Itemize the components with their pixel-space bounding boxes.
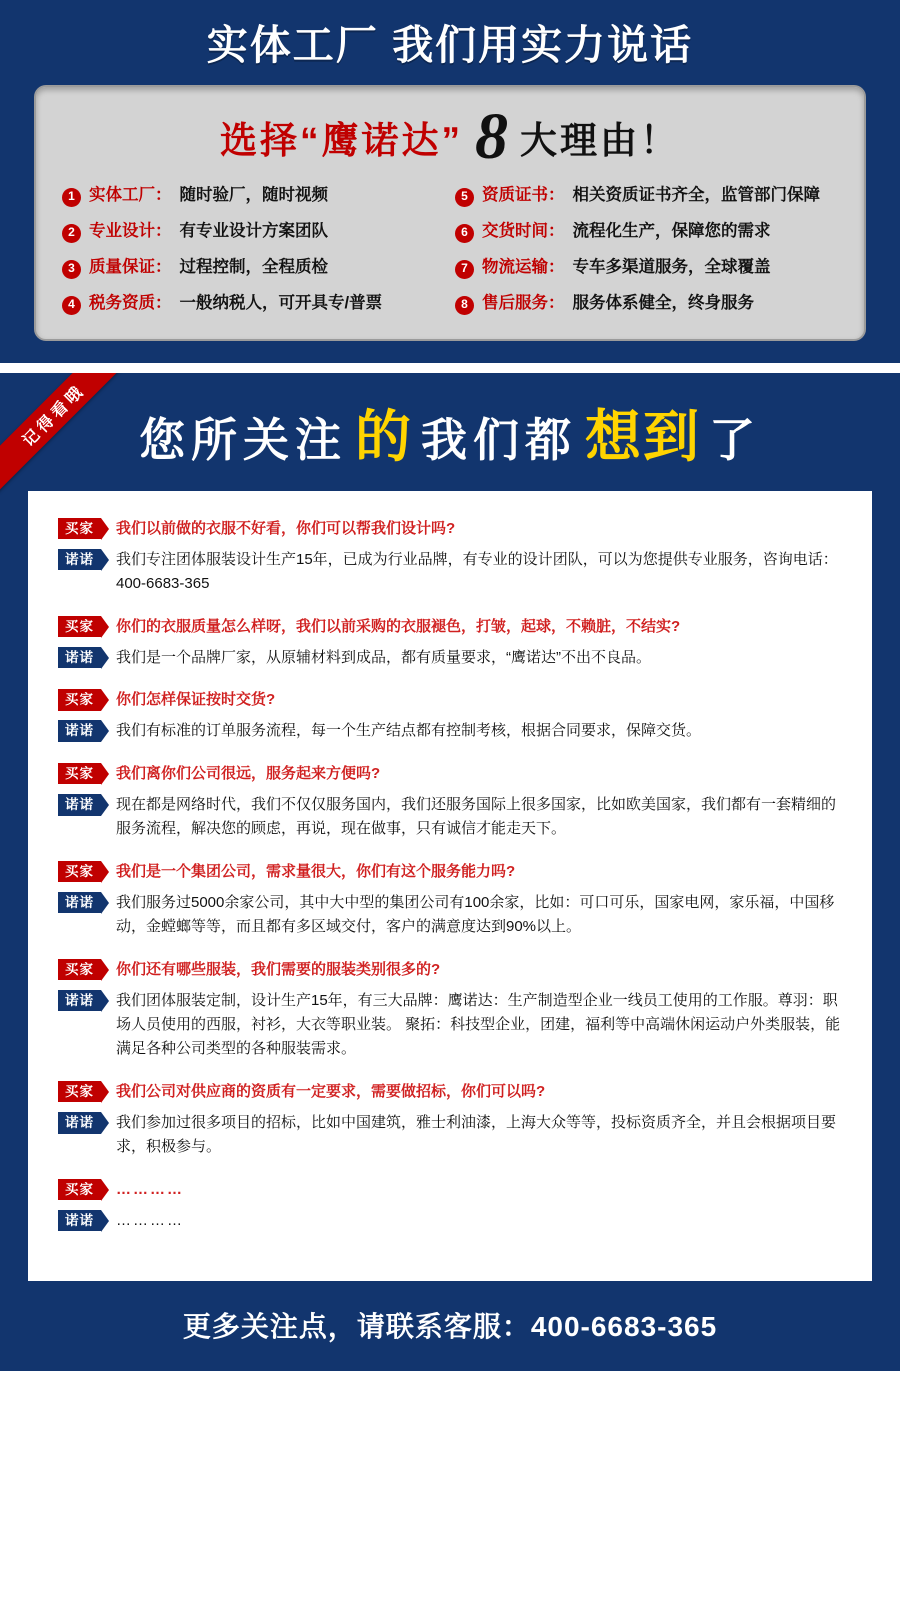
reason-number-badge: 2 bbox=[62, 224, 81, 243]
question-text: 我们公司对供应商的资质有一定要求，需要做招标，你们可以吗? bbox=[116, 1082, 546, 1100]
question-text: 你们的衣服质量怎么样呀，我们以前采购的衣服褪色，打皱，起球，不赖脏，不结实? bbox=[116, 617, 681, 635]
qa-block bbox=[58, 958, 842, 1062]
answer-text: 我们是一个品牌厂家，从原辅材料到成品，都有质量要求，“鹰诺达”不出不良品。 bbox=[116, 648, 651, 666]
qa-block bbox=[58, 615, 842, 671]
seller-tag: 诺诺 bbox=[58, 794, 101, 816]
page-title: 实体工厂 我们用实力说话 bbox=[206, 22, 694, 68]
reasons-heading-black: 大理由！ bbox=[520, 119, 680, 161]
buyer-tag: 买家 bbox=[58, 616, 101, 638]
faq-heading-part-3: 我们都 bbox=[421, 413, 577, 466]
answer-text: 我们专注团体服装设计生产15年，已成为行业品牌，有专业的设计团队，可以为您提供专业服务，咨询电话：400-6683-365 bbox=[116, 550, 838, 593]
answer-text: 现在都是网络时代，我们不仅仅服务国内，我们还服务国际上很多国家，比如欧美国家，我们都有一套精细的服务流程，解决您的顾虑，再说，现在做事，只有诚信才能走天下。 bbox=[116, 796, 837, 838]
answer-text: 我们团体服装定制，设计生产15年，有三大品牌：鹰诺达：生产制造型企业一线员工使用的工作服。尊羽：职场人员使用的西服，衬衫，大衣等职业装。 聚拓：科技型企业，团建，福利等中高端休闲运动户外类服装，能满足各种公司类型的各种服装需求。 bbox=[116, 991, 841, 1058]
buyer-tag: 买家 bbox=[58, 861, 101, 883]
faq-card bbox=[28, 491, 872, 1282]
reason-text: 随时验厂，随时视频 bbox=[179, 185, 328, 204]
answer-row bbox=[58, 891, 842, 940]
seller-tag: 诺诺 bbox=[58, 720, 101, 742]
question-text: 我们以前做的衣服不好看，你们可以帮我们设计吗? bbox=[116, 519, 456, 537]
faq-heading-part-2: 的 bbox=[355, 404, 413, 468]
seller-tag: 诺诺 bbox=[58, 647, 101, 669]
answer-row bbox=[58, 719, 842, 743]
ribbon-label: 记得看哦 bbox=[0, 373, 130, 493]
answer-text: 我们服务过5000余家公司，其中大中型的集团公司有100余家，比如：可口可乐，国家电网，家乐福，中国移动，金螳螂等等，而且都有多区域交付，客户的满意度达到90%以上。 bbox=[116, 893, 835, 936]
question-row bbox=[58, 1080, 842, 1104]
reason-title: 交货时间： bbox=[482, 221, 565, 240]
buyer-tag: 买家 bbox=[58, 1179, 101, 1201]
buyer-tag: 买家 bbox=[58, 959, 101, 981]
reason-item bbox=[62, 221, 445, 243]
answer-text: ………… bbox=[116, 1211, 184, 1229]
factory-strength-section bbox=[0, 0, 900, 363]
reason-item bbox=[455, 293, 838, 315]
reason-number-badge: 3 bbox=[62, 260, 81, 279]
reason-number-badge: 7 bbox=[455, 260, 474, 279]
reason-number-badge: 4 bbox=[62, 296, 81, 315]
question-text: 你们怎样保证按时交货? bbox=[116, 691, 276, 709]
reason-text: 流程化生产，保障您的需求 bbox=[572, 221, 771, 240]
reason-text: 服务体系健全，终身服务 bbox=[572, 293, 754, 312]
eight-reasons-heading bbox=[62, 100, 838, 174]
reason-item bbox=[455, 221, 838, 243]
question-row bbox=[58, 517, 842, 541]
reasons-heading-red: 选择“鹰诺达” bbox=[220, 119, 463, 161]
reason-number-badge: 6 bbox=[455, 224, 474, 243]
reason-text: 相关资质证书齐全，监管部门保障 bbox=[572, 185, 820, 204]
seller-tag: 诺诺 bbox=[58, 1112, 101, 1134]
qa-block bbox=[58, 517, 842, 597]
answer-row bbox=[58, 1111, 842, 1160]
contact-footer: 更多关注点，请联系客服：400-6683-365 bbox=[182, 1311, 718, 1343]
answer-text: 我们有标准的订单服务流程，每一个生产结点都有控制考核，根据合同要求，保障交货。 bbox=[116, 722, 702, 740]
answer-row bbox=[58, 646, 842, 670]
faq-heading-part-5: 了 bbox=[709, 413, 761, 466]
faq-heading bbox=[0, 373, 900, 491]
seller-tag: 诺诺 bbox=[58, 549, 101, 571]
question-row bbox=[58, 615, 842, 639]
reason-text: 专车多渠道服务，全球覆盖 bbox=[572, 257, 771, 276]
question-text: ………… bbox=[116, 1180, 184, 1198]
buyer-tag: 买家 bbox=[58, 763, 101, 785]
answer-text: 我们参加过很多项目的招标，比如中国建筑，雅士利油漆，上海大众等等，投标资质齐全，并且会根据项目要求，积极参与。 bbox=[116, 1113, 837, 1156]
reason-item bbox=[455, 257, 838, 279]
answer-row bbox=[58, 1209, 842, 1233]
question-row bbox=[58, 860, 842, 884]
reason-number-badge: 5 bbox=[455, 188, 474, 207]
reasons-heading-number: 8 bbox=[475, 100, 508, 174]
reasons-grid bbox=[62, 185, 838, 315]
question-text: 我们离你们公司很远，服务起来方便吗? bbox=[116, 764, 381, 782]
question-text: 你们还有哪些服装，我们需要的服装类别很多的? bbox=[116, 960, 441, 978]
buyer-tag: 买家 bbox=[58, 1081, 101, 1103]
qa-block bbox=[58, 1080, 842, 1160]
answer-row bbox=[58, 793, 842, 842]
reason-title: 物流运输： bbox=[482, 257, 565, 276]
reason-title: 实体工厂： bbox=[89, 185, 172, 204]
reason-title: 专业设计： bbox=[89, 221, 172, 240]
buyer-tag: 买家 bbox=[58, 518, 101, 540]
qa-block bbox=[58, 762, 842, 842]
reason-title: 质量保证： bbox=[89, 257, 172, 276]
reason-number-badge: 1 bbox=[62, 188, 81, 207]
answer-row bbox=[58, 989, 842, 1062]
section-divider bbox=[0, 363, 900, 373]
reason-text: 有专业设计方案团队 bbox=[179, 221, 328, 240]
question-row bbox=[58, 1178, 842, 1202]
reason-item bbox=[455, 185, 838, 207]
reason-item bbox=[62, 185, 445, 207]
qa-block bbox=[58, 860, 842, 940]
seller-tag: 诺诺 bbox=[58, 892, 101, 914]
reason-number-badge: 8 bbox=[455, 296, 474, 315]
faq-heading-part-4: 想到 bbox=[585, 404, 701, 468]
reason-text: 一般纳税人，可开具专/普票 bbox=[179, 293, 383, 312]
reason-text: 过程控制，全程质检 bbox=[179, 257, 328, 276]
faq-section bbox=[0, 373, 900, 1372]
question-row bbox=[58, 688, 842, 712]
question-row bbox=[58, 762, 842, 786]
question-text: 我们是一个集团公司，需求量很大，你们有这个服务能力吗? bbox=[116, 862, 516, 880]
question-row bbox=[58, 958, 842, 982]
buyer-tag: 买家 bbox=[58, 689, 101, 711]
qa-block bbox=[58, 688, 842, 744]
eight-reasons-card bbox=[34, 85, 866, 340]
reason-title: 售后服务： bbox=[482, 293, 565, 312]
reason-item bbox=[62, 257, 445, 279]
reason-title: 资质证书： bbox=[482, 185, 565, 204]
qa-block bbox=[58, 1178, 842, 1234]
reason-title: 税务资质： bbox=[89, 293, 172, 312]
seller-tag: 诺诺 bbox=[58, 990, 101, 1012]
seller-tag: 诺诺 bbox=[58, 1210, 101, 1232]
faq-heading-part-1: 您所关注 bbox=[139, 413, 347, 466]
reason-item bbox=[62, 293, 445, 315]
answer-row bbox=[58, 548, 842, 597]
